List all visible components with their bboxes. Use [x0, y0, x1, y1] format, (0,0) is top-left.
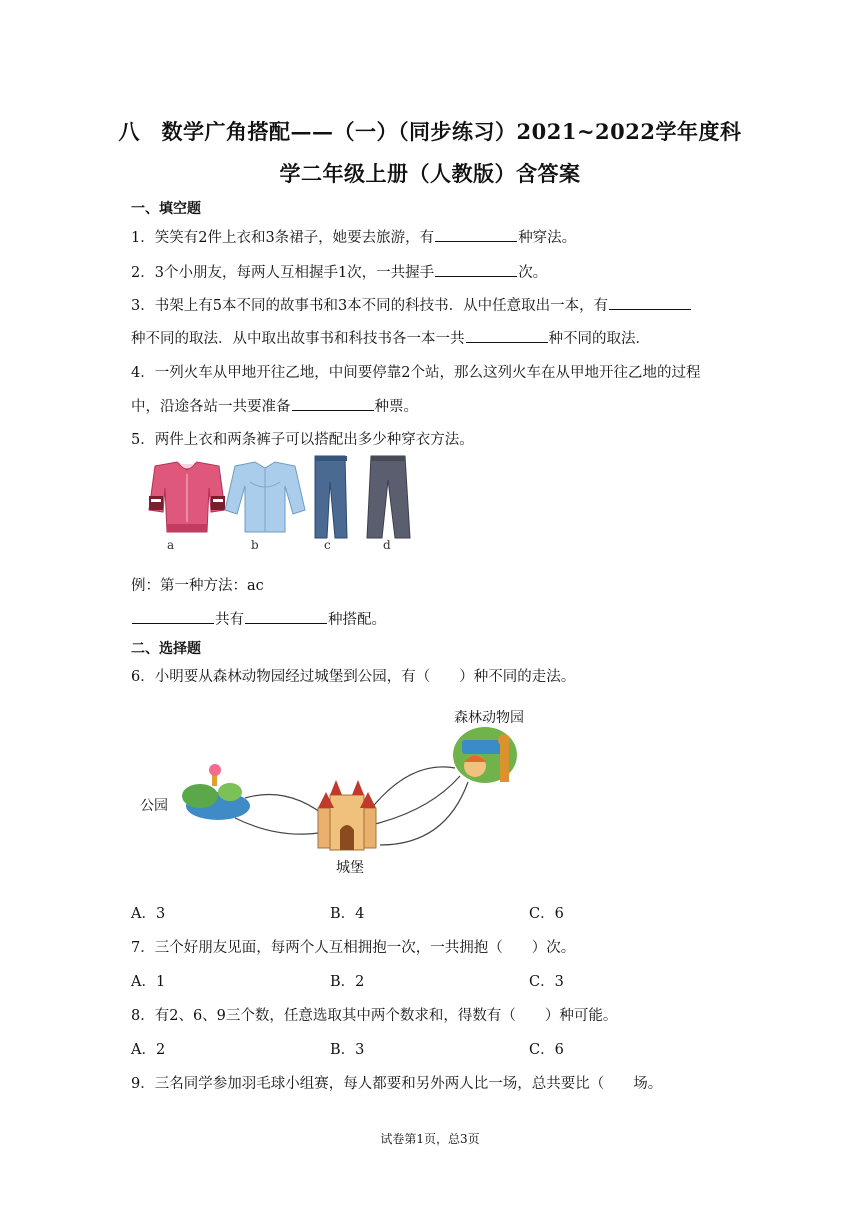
q7-option-b[interactable]: B．2: [330, 974, 365, 990]
gray-trousers-icon: [367, 456, 410, 538]
castle-label: 城堡: [336, 860, 364, 876]
question-9: 9．三名同学参加羽毛球小组赛，每人都要和另外两人比一场，总共要比（ 场。: [131, 1076, 663, 1092]
q6-option-a[interactable]: A．3: [131, 906, 166, 922]
question-1-suffix: 种穿法。: [518, 230, 577, 246]
answer-blank[interactable]: [132, 622, 214, 624]
title-line-1: 八 数学广角搭配——（一）（同步练习）2021~2022学年度科: [118, 119, 742, 144]
route-map: [130, 700, 550, 885]
question-7: 7．三个好朋友见面，每两个人互相拥抱一次，一共拥抱（ ）次。: [131, 940, 576, 956]
question-6: 6．小明要从森林动物园经过城堡到公园，有（ ）种不同的走法。: [131, 669, 576, 685]
question-4-suffix: 种票。: [374, 399, 418, 415]
clothes-label-b: b: [251, 538, 259, 552]
pink-sweater-icon: [149, 462, 225, 532]
q8-option-a[interactable]: A．2: [131, 1042, 166, 1058]
question-2-suffix: 次。: [518, 265, 548, 281]
route-park-castle-2: [235, 818, 325, 834]
castle-icon: [318, 780, 376, 850]
question-8: 8．有2、6、9三个数，任意选取其中两个数求和，得数有（ ）种可能。: [131, 1008, 618, 1024]
question-1: [131, 226, 576, 247]
answer-blank[interactable]: [435, 275, 517, 277]
park-icon: [182, 764, 250, 820]
question-5-mid: 共有: [215, 612, 244, 628]
question-3-line-1: [131, 294, 692, 315]
blue-shirt-icon: [225, 462, 305, 532]
question-3-suffix: 种不同的取法．: [548, 331, 650, 347]
blue-jeans-icon: [315, 456, 347, 538]
q6-option-b[interactable]: B．4: [330, 906, 365, 922]
question-2-text: 2．3个小朋友，每两人互相握手1次，一共握手: [131, 265, 435, 281]
q8-option-c[interactable]: C．6: [529, 1042, 564, 1058]
q7-option-a[interactable]: A．1: [131, 974, 166, 990]
section-fill-in: 一、填空题: [131, 201, 201, 217]
page-footer: 试卷第1页，总3页: [380, 1132, 480, 1146]
q8-option-b[interactable]: B．3: [330, 1042, 365, 1058]
answer-blank[interactable]: [609, 308, 691, 310]
question-1-text: 1．笑笑有2件上衣和3条裙子，她要去旅游，有: [131, 230, 435, 246]
clothes-illustration: [125, 452, 425, 562]
question-4-line-2: [131, 395, 418, 416]
answer-blank[interactable]: [435, 240, 517, 242]
zoo-label: 森林动物园: [454, 710, 524, 726]
clothes-label-a: a: [167, 538, 175, 552]
route-park-castle-1: [245, 794, 330, 820]
route-castle-zoo-2: [375, 776, 460, 824]
question-5-answer: [131, 608, 386, 629]
question-5-suffix: 种搭配。: [328, 612, 386, 628]
answer-blank[interactable]: [245, 622, 327, 624]
answer-blank[interactable]: [292, 409, 374, 411]
route-castle-zoo-3: [380, 782, 468, 845]
clothes-label-d: d: [383, 538, 391, 552]
question-4-line-1: 4．一列火车从甲地开往乙地，中间要停靠2个站，那么这列火车在从甲地开往乙地的过程: [131, 365, 701, 381]
q7-option-c[interactable]: C．3: [529, 974, 564, 990]
answer-blank[interactable]: [466, 341, 548, 343]
zoo-icon: [453, 727, 517, 783]
q6-option-c[interactable]: C．6: [529, 906, 564, 922]
question-5-example: 例：第一种方法：ac: [131, 578, 264, 594]
question-3-text: 3．书架上有5本不同的故事书和3本不同的科技书．从中任意取出一本，有: [131, 298, 609, 314]
title-line-2: 学二年级上册（人教版）含答案: [279, 161, 581, 186]
question-3-text-2: 种不同的取法．从中取出故事书和科技书各一本一共: [131, 331, 465, 347]
clothes-label-c: c: [324, 538, 331, 552]
route-castle-zoo-1: [370, 767, 455, 810]
park-label: 公园: [140, 798, 168, 814]
question-5: 5．两件上衣和两条裤子可以搭配出多少种穿衣方法。: [131, 432, 474, 448]
section-choice: 二、选择题: [131, 641, 201, 657]
question-4-text: 中，沿途各站一共要准备: [131, 399, 291, 415]
question-2: [131, 261, 547, 282]
question-3-line-2: [131, 327, 650, 348]
route-map-svg: [130, 700, 550, 885]
